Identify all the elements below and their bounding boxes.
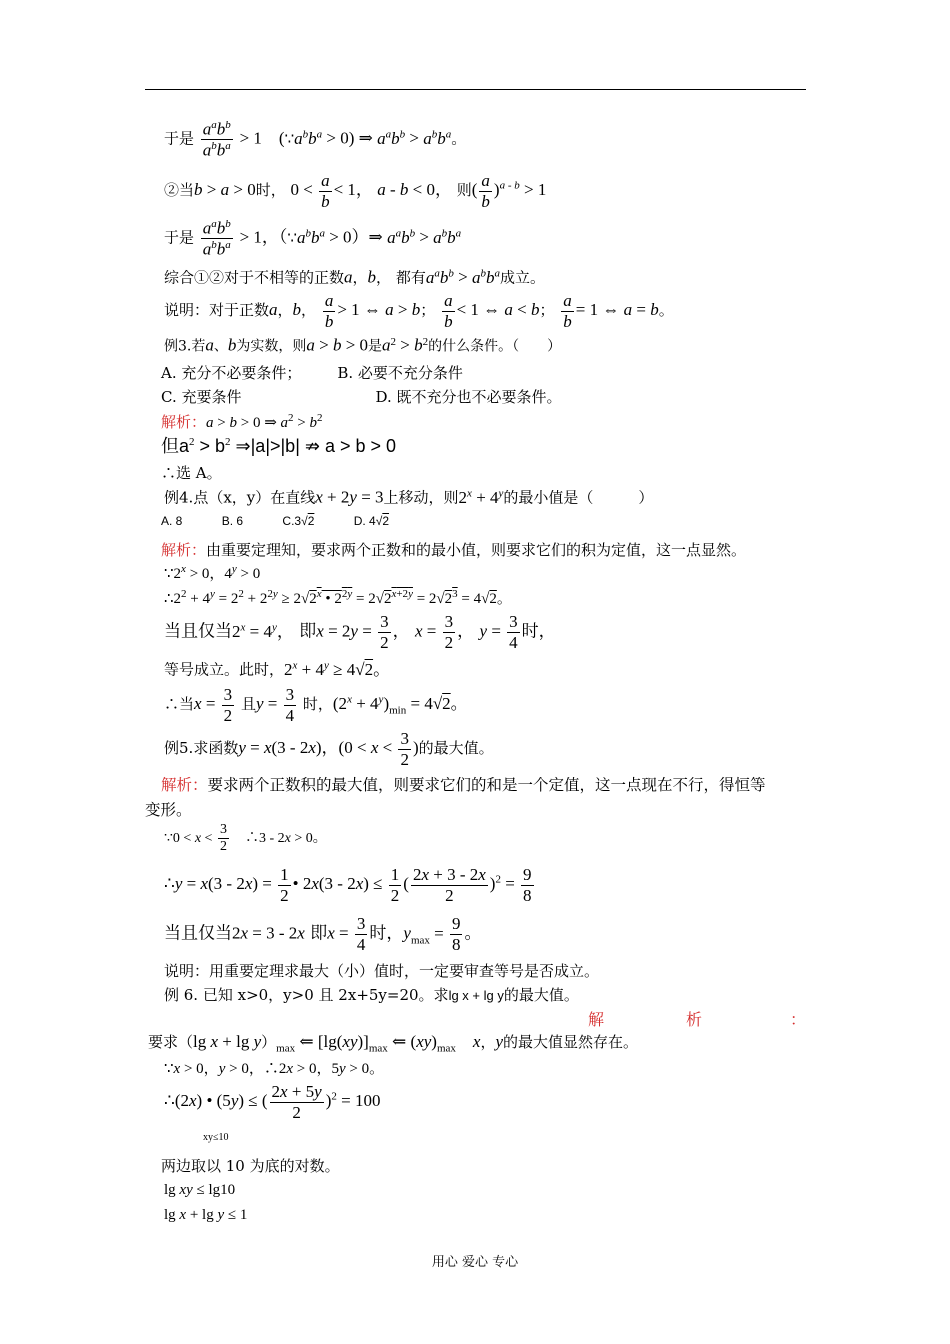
fraction: $\frac{2x + 3 - 2x}{2}$ — [412, 865, 486, 905]
fraction: $\frac{3}{2}$ — [219, 822, 227, 855]
ex6-xi: 析 — [686, 1010, 703, 1029]
ex6-jie: 解 — [588, 1010, 605, 1029]
fraction: $\frac{a}{b}$ — [321, 171, 330, 211]
fraction: $\frac{a}{b}$ — [324, 291, 334, 331]
ex3-counter: 但$a^2 > b^2$ ⇒|a|>|b| ⇏ a > b > 0 — [161, 436, 397, 456]
option-a: A. 充分不必要条件； — [161, 364, 302, 382]
fraction: $\frac{3}{2}$ — [400, 729, 409, 769]
fraction: $\frac{2x + 5y}{2}$ — [271, 1082, 322, 1122]
header-rule — [145, 89, 806, 90]
fraction: $\frac{a}{b}$ — [563, 291, 572, 331]
ex5-analysis-1: 解析：要求两个正数积的最大值，则要求它们的和是一个定值，这一点现在不行，得恒等 — [161, 776, 766, 794]
ex6-step6: lg x + lg y ≤ 1 — [164, 1207, 248, 1223]
line-5: 说明：对于正数a，b， $\frac{a}{b}$ > 1 ⇔ a > b； $\frac{a}{b}$ < 1 ⇔ a < b； $\frac{a}{b}$ = 1 ⇔ a = b。 — [164, 291, 674, 331]
fraction: $\frac{3}{2}$ — [223, 685, 233, 725]
ex5-analysis-2: 变形。 — [145, 801, 192, 819]
line-2: ②当b > a > 0时， 0 < $\frac{a}{b}$ < 1， a - b < 0， 则( $\frac{a}{b}$ )$^{a - b}$ > 1 — [164, 171, 547, 211]
ex6-step2: ∵x > 0，y > 0，∴2x > 0，5y > 0。 — [164, 1061, 385, 1077]
ex6-xy: xy≤10 — [203, 1132, 229, 1143]
ex6-question: 例 6. 已知 x>0，y>0 且 2x+5y=20。求lg x + lg y的最大值。 — [164, 986, 579, 1004]
ex6-step5: lg xy ≤ lg10 — [164, 1182, 236, 1198]
ex3-options-row1 — [161, 365, 463, 382]
ex3-options-row2 — [161, 389, 562, 406]
fraction: $a^ab^b$ $a^bb^a$ — [202, 119, 231, 160]
ex4-options: A. 8 B. 6 C.3√2 D. 4√2 — [161, 514, 390, 528]
ex6-step4: 两边取以 10 为底的对数。 — [161, 1157, 340, 1175]
fraction: $\frac{3}{2}$ — [444, 612, 454, 652]
ex5-step3: 当且仅当2x = 3 - 2x 即x = $\frac{3}{4}$ 时，$y_{max}$ = $\frac{9}{8}$ 。 — [164, 914, 482, 954]
option-d: D. 既不充分也不必要条件。 — [375, 388, 562, 406]
ex5-step2: ∴y = x(3 - 2x) = $\frac{1}{2}$ • 2x(3 - 2x) ≤ $\frac{1}{2}$ ( $\frac{2x + 3 - 2x}{2}$ )$^2$ = $\frac{9}{8}$ — [164, 865, 532, 905]
ex4-step3: 当且仅当$2^x = 4^y$， 即x = 2y = $\frac{3}{2}$ ， x = $\frac{3}{2}$ ， y = $\frac{3}{4}$ 时， — [164, 612, 556, 652]
ex4-step1: $\because 2^x > 0$，$4^y > 0$ — [164, 563, 261, 582]
fraction: $\frac{3}{4}$ — [509, 612, 518, 652]
ex3-question: 例3.若a、b为实数，则a > b > 0是$a^2 > b^2$的什么条件。（ ） — [164, 335, 562, 355]
line-3: 于是 $a^ab^b$ $a^bb^a$ > 1，（$\because a^bb^a$ > 0）⇒ $a^ab^b > a^bb^a$ — [164, 218, 462, 259]
ex4-question: 例4.点（x，y）在直线x + 2y = 3上移动，则$2^x + 4^y$的最小值是（ ） — [164, 487, 654, 507]
ex4-analysis: 解析：由重要定理知，要求两个正数和的最小值，则要求它们的积为定值，这一点显然。 — [161, 541, 747, 559]
option-b: B. 必要不充分条件 — [337, 364, 463, 382]
ex6-step1: 要求（lg $x + \lg y)_{max}$ ⇐ $[\lg(xy)]_{max}$ ⇐ $(xy)_{max}$ x，y的最大值显然存在。 — [148, 1032, 639, 1055]
ex3-answer: ∴选 A。 — [161, 464, 222, 482]
ex5-step1: ∵0 < x < $\frac{3}{2}$ ∴3 - 2x > 0。 — [164, 822, 327, 855]
fraction: $\frac{9}{8}$ — [523, 865, 532, 905]
fraction: $a^ab^b$ $a^bb^a$ — [202, 218, 231, 259]
fraction: $\frac{1}{2}$ — [390, 865, 400, 905]
ex4-step2: $\therefore 2^2 + 4^y = 2^2 + 2^{2y} \ge 2√2^x$ • $2^{2y} = 2√2^{x+2y} = 2√2^3 = 4√2$。 — [164, 588, 512, 607]
fraction: $\frac{1}{2}$ — [280, 865, 289, 905]
ex5-note: 说明：用重要定理求最大（小）值时，一定要审查等号是否成立。 — [164, 962, 600, 980]
line-1: 于是 $a^ab^b$ $a^bb^a$ > 1 $(\because a^bb^a > 0)$ ⇒ $a^ab^b > a^bb^a$。 — [164, 119, 467, 160]
ex5-question: 例5.求函数y = x(3 - 2x)，(0 < x < $\frac{3}{2}$ )的最大值。 — [164, 729, 494, 769]
fraction: $\frac{3}{4}$ — [356, 914, 366, 954]
ex4-step5: ∴当x = $\frac{3}{2}$ 且y = $\frac{3}{4}$ 时，$(2^x + 4^y)_{min} = 4√2$。 — [164, 685, 468, 725]
fraction: $\frac{a}{b}$ — [481, 171, 490, 211]
ex6-colon: ： — [790, 1010, 807, 1029]
option-c: C. 充要条件 — [161, 388, 242, 406]
page-footer: 用心 爱心 专心 — [431, 1255, 519, 1270]
text-yushi: 于是 — [164, 129, 195, 148]
fraction: $\frac{3}{4}$ — [285, 685, 295, 725]
fraction: $\frac{a}{b}$ — [444, 291, 453, 331]
fraction: $\frac{9}{8}$ — [451, 914, 461, 954]
line-4: 综合①②对于不相等的正数a，b， 都有$a^ab^b > a^bb^a$成立。 — [164, 267, 545, 287]
ex4-step4: 等号成立。此时，$2^x + 4^y \ge 4√2$。 — [164, 659, 391, 679]
fraction: $\frac{3}{2}$ — [380, 612, 389, 652]
ex3-analysis: 解析：a > b > 0 ⇒ $a^2 > b^2$ — [161, 412, 323, 431]
ex6-step3: ∴(2x) • (5y) ≤ ( $\frac{2x + 5y}{2}$ )$^2$ = 100 — [164, 1082, 381, 1122]
